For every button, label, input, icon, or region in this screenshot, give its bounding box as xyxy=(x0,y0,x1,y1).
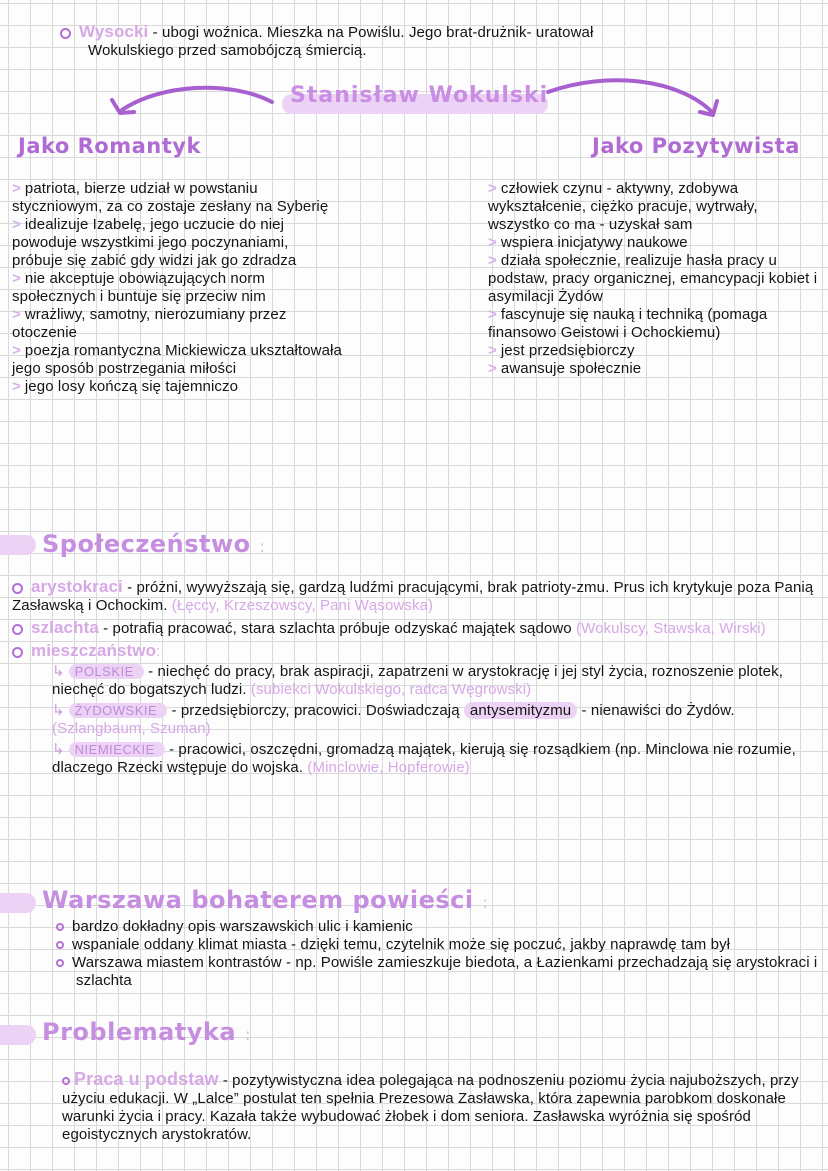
mieszczanstwo-niemieckie: ↳ NIEMIECKIE - pracowici, oszczędni, gromadzą majątek, kierują się rozsądkiem (np. Minclowa nie rozumie, dlaczego Rzecki wstępuje do wojska. (Minclowie, Hopferowie) xyxy=(52,741,796,776)
chevron-right-icon: > xyxy=(12,180,21,197)
romantyk-item: > idealizuje Izabelę, jego uczucie do niej powoduje wszystkimi jego poczynaniami, próbuje się zabić gdy widzi jak go zdradza xyxy=(12,216,297,269)
chevron-right-icon: > xyxy=(488,306,497,323)
pozytywista-item: > wspiera inicjatywy naukowe xyxy=(488,234,688,251)
arrow-return-icon: ↳ xyxy=(52,663,65,680)
pozytywista-item: > działa społecznie, realizuje hasła pracy u podstaw, pracy organicznej, emancypacji kobiet i asymilacji Żydów xyxy=(488,252,818,305)
chevron-right-icon: > xyxy=(488,360,497,377)
wysocki-text: - ubogi woźnica. Mieszka na Powiślu. Jego brat-drużnik- uratował xyxy=(148,24,594,41)
pozytywista-item: > człowiek czynu - aktywny, zdobywa wykształcenie, ciężko pracuje, wytrwały, wszystko co ma - uzyskał sam xyxy=(488,180,758,233)
chevron-right-icon: > xyxy=(488,180,497,197)
warszawa-list xyxy=(56,918,822,990)
chevron-right-icon: > xyxy=(12,216,21,233)
bullet-icon xyxy=(56,941,64,949)
bullet-icon xyxy=(62,1077,70,1085)
pozytywista-heading: Jako Pozytywista xyxy=(592,134,800,158)
pozytywista-list xyxy=(488,180,818,378)
chevron-right-icon: > xyxy=(12,378,21,395)
romantyk-item: > poezja romantyczna Mickiewicza ukształtowała jego sposób postrzegania miłości xyxy=(12,342,342,377)
bullet-icon xyxy=(12,624,23,635)
romantyk-item: > wrażliwy, samotny, nierozumiany przez otoczenie xyxy=(12,306,287,341)
arrow-return-icon: ↳ xyxy=(52,741,65,758)
pozytywista-item: > fascynuje się nauką i techniką (pomaga finansowo Geistowi i Ochockiemu) xyxy=(488,306,768,341)
romantyk-item: > patriota, bierze udział w powstaniu styczniowym, za co zostaje zesłany na Syberię xyxy=(12,180,329,215)
central-title: Stanisław Wokulski xyxy=(290,83,549,108)
chevron-right-icon: > xyxy=(488,342,497,359)
praca-u-podstaw xyxy=(62,1070,822,1144)
chevron-right-icon: > xyxy=(488,252,497,269)
section-highlight-bar xyxy=(0,1025,36,1045)
szlachta-item: szlachta - potrafią pracować, stara szlachta próbuje odzyskać majątek sądowo (Wokulscy, Stawska, Wirski) xyxy=(12,619,820,638)
section-highlight-bar xyxy=(0,535,36,555)
section-highlight-bar xyxy=(0,893,36,913)
problematyka-heading: Problematyka : xyxy=(42,1018,251,1046)
romantyk-heading: Jako Romantyk xyxy=(18,134,201,158)
mieszczanstwo-polskie: ↳ POLSKIE - niechęć do pracy, brak aspiracji, zapatrzeni w arystokrację i jej styl życia, roznoszenie plotek, niechęć do bogatszych ludzi. (subiekci Wokulskiego, radca Węgrowski) xyxy=(52,663,783,698)
pozytywista-item: > jest przedsiębiorczy xyxy=(488,342,635,359)
mieszczanstwo-item: mieszczaństwo: xyxy=(12,642,820,661)
spoleczenstwo-content xyxy=(12,578,820,777)
warszawa-heading: Warszawa bohaterem powieści : xyxy=(42,886,489,914)
chevron-right-icon: > xyxy=(12,270,21,287)
chevron-right-icon: > xyxy=(12,306,21,323)
romantyk-item: > jego losy kończą się tajemniczo xyxy=(12,378,239,395)
romantyk-item: > nie akceptuje obowiązujących norm społecznych i buntuje się przeciw nim xyxy=(12,270,266,305)
pozytywista-item: > awansuje społecznie xyxy=(488,360,642,377)
romantyk-list xyxy=(12,180,342,396)
spoleczenstwo-heading: Społeczeństwo : xyxy=(42,530,266,558)
bullet-icon xyxy=(12,583,23,594)
warszawa-item: wspaniale oddany klimat miasta - dzięki temu, czytelnik może się poczuć, jakby naprawdę tam był xyxy=(56,936,822,954)
bullet-icon xyxy=(56,959,64,967)
warszawa-item: Warszawa miastem kontrastów - np. Powiśle zamieszkuje biedota, a Łazienkami przechadzają się arystokraci i szlachta xyxy=(56,954,822,990)
chevron-right-icon: > xyxy=(12,342,21,359)
chevron-right-icon: > xyxy=(488,234,497,251)
wysocki-name: Wysocki xyxy=(79,22,149,41)
praca-name: Praca u podstaw xyxy=(74,1069,219,1089)
warszawa-item: bardzo dokładny opis warszawskich ulic i kamienic xyxy=(56,918,822,936)
arystokraci-item: arystokraci - próżni, wywyższają się, gardzą ludźmi pracującymi, brak patrioty-zmu. Prus ich krytykuje poza Panią Zasławską i Ochockim. (Łęccy, Krzeszowscy, Pani Wąsowska) xyxy=(12,577,814,614)
praca-text: - pozytywistyczna idea polegająca na podnoszeniu poziomu życia najuboższych, przy użyciu edukacji. W „Lalce” postulat ten spełnia Prezesowa Zasławska, która zapewnia parobkom doskonałe warunki życia i pracy. Kazała także wybudować żłobek i dom seniora. Zasławska wyróżnia się spośród egoistycznych arystokratów. xyxy=(62,1072,799,1143)
bullet-icon xyxy=(56,923,64,931)
bullet-icon xyxy=(12,647,23,658)
wysocki-text-2: Wokulskiego przed samobójczą śmiercią. xyxy=(88,42,367,59)
mieszczanstwo-zydowskie: ↳ ŻYDOWSKIE - przedsiębiorczy, pracowici. Doświadczają antysemityzmu - nienawiści do Żydów. (Szlangbaum, Szuman) xyxy=(52,702,735,737)
arrow-return-icon: ↳ xyxy=(52,702,65,719)
